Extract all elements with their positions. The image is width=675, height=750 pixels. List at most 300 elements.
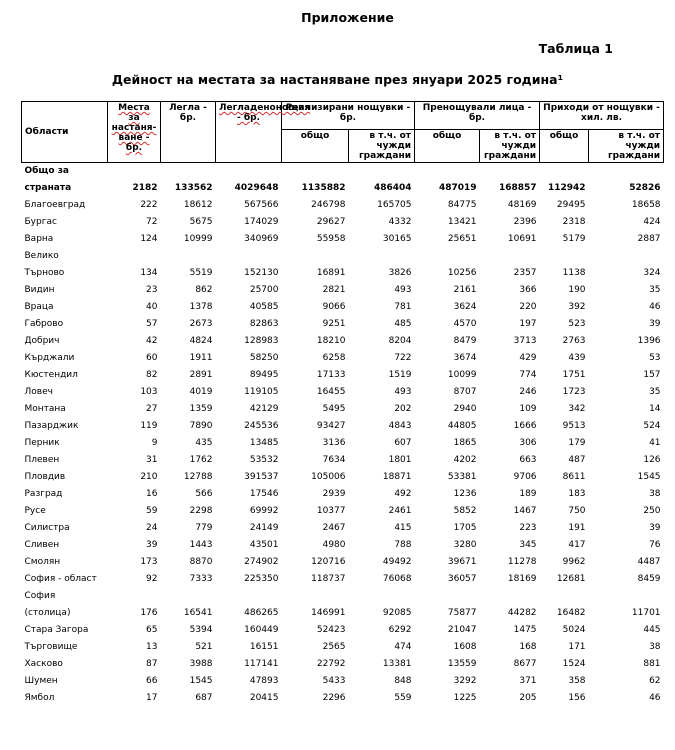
table-cell: 1801 [388, 455, 412, 465]
table-cell: 174029 [244, 217, 279, 227]
table-cell: 2821 [322, 285, 346, 295]
table-cell: 521 [195, 642, 213, 652]
table-cell: 8707 [453, 387, 477, 397]
table-row [22, 690, 664, 707]
table-cell: 118737 [311, 574, 346, 584]
table-cell: 2182 [132, 183, 158, 193]
table-cell: 4570 [453, 319, 477, 329]
table-cell: 9066 [322, 302, 346, 312]
table-row [22, 350, 664, 367]
table-cell [349, 163, 415, 181]
region-name: Общо за [24, 166, 70, 176]
table-cell: 39 [649, 319, 661, 329]
table-cell: 1723 [562, 387, 586, 397]
table-cell: 435 [195, 438, 213, 448]
region-name: Търново [24, 268, 65, 278]
table-cell: 2461 [388, 506, 412, 516]
table-cell: 1524 [562, 659, 586, 669]
table-cell: 774 [519, 370, 537, 380]
table-cell: 8870 [189, 557, 213, 567]
header-nights: Реализирани нощувки - бр. [282, 102, 415, 130]
table-cell: 2396 [513, 217, 537, 227]
region-name: Видин [24, 285, 55, 295]
table-row [22, 571, 664, 588]
table-cell: 559 [394, 693, 412, 703]
table-cell: 848 [394, 676, 412, 686]
table-cell: 3624 [453, 302, 477, 312]
table-cell: 5519 [189, 268, 213, 278]
table-cell: 1467 [513, 506, 537, 516]
table-cell: 1911 [189, 353, 213, 363]
table-cell: 2939 [322, 489, 346, 499]
region-name: Монтана [24, 404, 66, 414]
table-cell: 3826 [388, 268, 412, 278]
table-cell: 202 [394, 404, 412, 414]
table-row [22, 673, 664, 690]
table-cell: 474 [394, 642, 412, 652]
region-name: Перник [24, 438, 60, 448]
table-cell: 112942 [547, 183, 586, 193]
table-row [22, 622, 664, 639]
table-cell: 424 [643, 217, 661, 227]
table-cell: 76068 [382, 574, 412, 584]
table-cell: 93427 [316, 421, 346, 431]
region-name: Велико [24, 251, 59, 261]
table-cell: 165705 [377, 200, 412, 210]
header-bed-nights: Легладенонощия - бр. [216, 102, 282, 163]
subheader-revenue-total: общо [540, 130, 589, 163]
table-cell: 223 [519, 523, 537, 533]
table-cell: 1225 [453, 693, 477, 703]
table-cell: 92 [146, 574, 158, 584]
table-cell: 20415 [249, 693, 279, 703]
table-cell: 1475 [513, 625, 537, 635]
table-cell: 14 [649, 404, 661, 414]
region-name: Пловдив [24, 472, 66, 482]
table-cell: 120716 [311, 557, 346, 567]
header-region: Области [22, 102, 108, 163]
table-cell: 881 [643, 659, 661, 669]
header-revenue: Приходи от нощувки - хил. лв. [540, 102, 664, 130]
table-cell: 21047 [447, 625, 477, 635]
table-cell: 3674 [453, 353, 477, 363]
region-name: Добрич [24, 336, 60, 346]
table-cell: 340969 [244, 234, 279, 244]
table-cell: 1236 [453, 489, 477, 499]
table-cell: 8611 [562, 472, 586, 482]
table-cell: 750 [568, 506, 586, 516]
table-cell: 24 [146, 523, 158, 533]
table-cell: 66 [146, 676, 158, 686]
table-cell: 17133 [316, 370, 346, 380]
table-row [22, 656, 664, 673]
table-cell: 6258 [322, 353, 346, 363]
table-cell: 35 [649, 387, 661, 397]
table-cell: 84775 [447, 200, 477, 210]
table-cell: 16891 [316, 268, 346, 278]
table-cell [480, 248, 540, 265]
table-cell: 10377 [316, 506, 346, 516]
table-cell: 324 [643, 268, 661, 278]
table-cell: 210 [140, 472, 158, 482]
table-cell: 42 [146, 336, 158, 346]
table-cell: 7634 [322, 455, 346, 465]
table-cell: 306 [519, 438, 537, 448]
table-cell: 39 [649, 523, 661, 533]
table-cell [540, 248, 589, 265]
region-name: Враца [24, 302, 54, 312]
table-cell: 18210 [316, 336, 346, 346]
table-cell: 13 [146, 642, 158, 652]
table-cell [282, 588, 349, 605]
table-row [22, 452, 664, 469]
table-cell: 76 [649, 540, 661, 550]
table-cell: 523 [568, 319, 586, 329]
region-name: Сливен [24, 540, 60, 550]
table-cell [589, 248, 664, 265]
table-cell: 3713 [513, 336, 537, 346]
table-cell: 29495 [556, 200, 586, 210]
table-cell: 3292 [453, 676, 477, 686]
table-cell: 493 [394, 387, 412, 397]
table-cell: 72 [146, 217, 158, 227]
table-cell: 205 [519, 693, 537, 703]
table-cell: 663 [519, 455, 537, 465]
table-cell: 487019 [438, 183, 477, 193]
table-cell: 445 [643, 625, 661, 635]
table-row [22, 248, 664, 265]
table-cell: 1396 [637, 336, 661, 346]
table-cell [589, 163, 664, 181]
table-cell [415, 248, 480, 265]
table-cell: 30165 [382, 234, 412, 244]
region-name: Плевен [24, 455, 60, 465]
table-cell: 492 [394, 489, 412, 499]
table-cell: 57 [146, 319, 158, 329]
table-cell: 75877 [447, 608, 477, 618]
document-title: Приложение [301, 10, 394, 25]
table-cell: 788 [394, 540, 412, 550]
subheader-revenue-foreign: в т.ч. от чужди граждани [589, 130, 664, 163]
table-cell: 439 [568, 353, 586, 363]
table-cell: 391537 [244, 472, 279, 482]
table-cell [282, 248, 349, 265]
table-cell: 1705 [453, 523, 477, 533]
table-cell: 8204 [388, 336, 412, 346]
table-cell: 366 [519, 285, 537, 295]
region-name: Търговище [24, 642, 78, 652]
table-cell: 2357 [513, 268, 537, 278]
table-cell: 36057 [447, 574, 477, 584]
table-row [22, 299, 664, 316]
region-name: Благоевград [24, 200, 86, 210]
table-cell: 2467 [322, 523, 346, 533]
table-cell: 417 [568, 540, 586, 550]
table-cell: 58250 [249, 353, 279, 363]
table-cell: 52423 [316, 625, 346, 635]
table-cell: 8677 [513, 659, 537, 669]
table-row [22, 316, 664, 333]
table-cell: 10256 [447, 268, 477, 278]
table-cell: 46 [649, 693, 661, 703]
table-cell: 47893 [249, 676, 279, 686]
table-cell: 25651 [447, 234, 477, 244]
table-cell: 1666 [513, 421, 537, 431]
table-cell: 493 [394, 285, 412, 295]
table-cell: 862 [195, 285, 213, 295]
table-cell: 59 [146, 506, 158, 516]
table-cell: 105006 [311, 472, 346, 482]
table-cell: 1762 [189, 455, 213, 465]
table-row [22, 605, 664, 622]
table-cell: 119105 [244, 387, 279, 397]
table-cell [415, 588, 480, 605]
table-cell: 168857 [498, 183, 537, 193]
table-cell: 2298 [189, 506, 213, 516]
table-cell: 345 [519, 540, 537, 550]
table-cell: 117141 [244, 659, 279, 669]
subheader-persons-total: общо [415, 130, 480, 163]
table-cell: 2940 [453, 404, 477, 414]
table-cell: 43501 [249, 540, 279, 550]
table-cell: 40 [146, 302, 158, 312]
table-cell [108, 163, 161, 181]
table-cell: 4019 [189, 387, 213, 397]
table-cell: 371 [519, 676, 537, 686]
header-beds: Легла - бр. [161, 102, 216, 163]
table-cell: 5024 [562, 625, 586, 635]
table-cell: 1519 [388, 370, 412, 380]
table-cell: 25700 [249, 285, 279, 295]
table-cell: 485 [394, 319, 412, 329]
table-cell: 191 [568, 523, 586, 533]
table-cell [480, 163, 540, 181]
table-cell: 23 [146, 285, 158, 295]
table-cell: 16 [146, 489, 158, 499]
header-places: Места за настаня-ване - бр. [108, 102, 161, 163]
table-cell: 18612 [183, 200, 213, 210]
table-cell: 13559 [447, 659, 477, 669]
table-row [22, 282, 664, 299]
table-cell: 1359 [189, 404, 213, 414]
table-cell: 1608 [453, 642, 477, 652]
table-row [22, 469, 664, 486]
table-cell [161, 588, 216, 605]
table-cell: 46 [649, 302, 661, 312]
table-cell: 4824 [189, 336, 213, 346]
table-cell: 126 [643, 455, 661, 465]
table-cell: 41 [649, 438, 661, 448]
table-cell: 9251 [322, 319, 346, 329]
table-cell: 8459 [637, 574, 661, 584]
table-cell [108, 248, 161, 265]
table-cell: 16455 [316, 387, 346, 397]
table-cell: 52826 [629, 183, 661, 193]
region-name: Ловеч [24, 387, 53, 397]
table-cell: 12681 [556, 574, 586, 584]
table-cell: 274902 [244, 557, 279, 567]
table-cell: 9513 [562, 421, 586, 431]
table-cell: 722 [394, 353, 412, 363]
table-cell: 53 [649, 353, 661, 363]
table-cell: 24149 [249, 523, 279, 533]
table-cell: 1545 [637, 472, 661, 482]
table-cell: 7333 [189, 574, 213, 584]
table-cell: 781 [394, 302, 412, 312]
subheader-persons-foreign: в т.ч. от чужди граждани [480, 130, 540, 163]
region-name: Разград [24, 489, 63, 499]
table-cell: 69992 [249, 506, 279, 516]
table-row [22, 520, 664, 537]
table-cell: 44805 [447, 421, 477, 431]
table-cell: 429 [519, 353, 537, 363]
table-cell: 566 [195, 489, 213, 499]
table-cell: 16541 [183, 608, 213, 618]
table-row [22, 401, 664, 418]
table-cell: 82 [146, 370, 158, 380]
table-cell: 13485 [249, 438, 279, 448]
table-cell: 197 [519, 319, 537, 329]
table-cell: 3280 [453, 540, 477, 550]
table-cell: 4202 [453, 455, 477, 465]
table-cell [349, 588, 415, 605]
table-cell: 62 [649, 676, 661, 686]
subheader-nights-foreign: в т.ч. от чужди граждани [349, 130, 415, 163]
table-cell: 225350 [244, 574, 279, 584]
table-cell: 38 [649, 489, 661, 499]
table-body [22, 163, 664, 708]
table-cell: 2891 [189, 370, 213, 380]
table-cell: 65 [146, 625, 158, 635]
table-row [22, 435, 664, 452]
table-cell: 2161 [453, 285, 477, 295]
table-cell: 2296 [322, 693, 346, 703]
table-cell: 5433 [322, 676, 346, 686]
table-cell: 87 [146, 659, 158, 669]
table-cell: 18658 [631, 200, 661, 210]
table-row [22, 554, 664, 571]
region-name: (столица) [24, 608, 71, 618]
region-name: Пазарджик [24, 421, 79, 431]
table-cell: 9 [151, 438, 158, 448]
table-cell [161, 163, 216, 181]
table-cell: 38 [649, 642, 661, 652]
table-cell: 5495 [322, 404, 346, 414]
table-cell: 12788 [183, 472, 213, 482]
table-cell: 246798 [311, 200, 346, 210]
subheader-nights-total: общо [282, 130, 349, 163]
table-cell: 44282 [507, 608, 537, 618]
table-row [22, 639, 664, 656]
table-cell: 157 [643, 370, 661, 380]
table-cell: 156 [568, 693, 586, 703]
table-cell: 2763 [562, 336, 586, 346]
table-cell: 687 [195, 693, 213, 703]
table-cell: 10999 [183, 234, 213, 244]
table-row [22, 418, 664, 435]
table-cell: 358 [568, 676, 586, 686]
table-cell [415, 163, 480, 181]
table-cell: 524 [643, 421, 661, 431]
table-row [22, 197, 664, 214]
table-cell: 1443 [189, 540, 213, 550]
table-cell: 55958 [316, 234, 346, 244]
table-cell [216, 163, 282, 181]
table-cell: 1138 [562, 268, 586, 278]
table-cell: 4029648 [234, 183, 279, 193]
table-row [22, 537, 664, 554]
table-row [22, 367, 664, 384]
table-cell: 82863 [249, 319, 279, 329]
table-cell: 29627 [316, 217, 346, 227]
table-row [22, 486, 664, 503]
table-cell [480, 588, 540, 605]
table-cell: 779 [195, 523, 213, 533]
table-cell [108, 588, 161, 605]
table-cell: 607 [394, 438, 412, 448]
table-cell: 8479 [453, 336, 477, 346]
table-cell: 173 [140, 557, 158, 567]
table-cell: 6292 [388, 625, 412, 635]
table-cell: 27 [146, 404, 158, 414]
region-name: Габрово [24, 319, 64, 329]
table-cell: 160449 [244, 625, 279, 635]
table-cell: 5852 [453, 506, 477, 516]
region-name: Кърджали [24, 353, 75, 363]
table-cell: 152130 [244, 268, 279, 278]
table-cell: 5179 [562, 234, 586, 244]
region-name: Смолян [24, 557, 61, 567]
region-name: Ямбол [24, 693, 55, 703]
table-cell [216, 248, 282, 265]
table-row [22, 588, 664, 605]
table-number: Таблица 1 [538, 41, 613, 56]
table-cell: 16151 [249, 642, 279, 652]
region-name: Варна [24, 234, 54, 244]
table-cell: 168 [519, 642, 537, 652]
table-cell: 17 [146, 693, 158, 703]
table-row [22, 180, 664, 197]
table-cell: 4487 [637, 557, 661, 567]
table-cell: 176 [140, 608, 158, 618]
table-row [22, 503, 664, 520]
table-cell: 486404 [373, 183, 412, 193]
table-cell: 2673 [189, 319, 213, 329]
table-cell: 11278 [507, 557, 537, 567]
table-cell: 42129 [249, 404, 279, 414]
table-cell: 9706 [513, 472, 537, 482]
header-persons: Пренощували лица - бр. [415, 102, 540, 130]
table-row [22, 333, 664, 350]
table-cell [161, 248, 216, 265]
table-cell [540, 163, 589, 181]
region-name: Стара Загора [24, 625, 89, 635]
table-cell: 13421 [447, 217, 477, 227]
table-cell: 2318 [562, 217, 586, 227]
table-cell: 4843 [388, 421, 412, 431]
table-cell: 133562 [174, 183, 213, 193]
table-cell: 189 [519, 489, 537, 499]
table-cell: 13381 [382, 659, 412, 669]
table-cell: 134 [140, 268, 158, 278]
table-cell: 3136 [322, 438, 346, 448]
table-row [22, 163, 664, 181]
table-cell: 103 [140, 387, 158, 397]
table-cell: 4332 [388, 217, 412, 227]
region-name: Кюстендил [24, 370, 78, 380]
table-cell: 183 [568, 489, 586, 499]
table-cell: 190 [568, 285, 586, 295]
